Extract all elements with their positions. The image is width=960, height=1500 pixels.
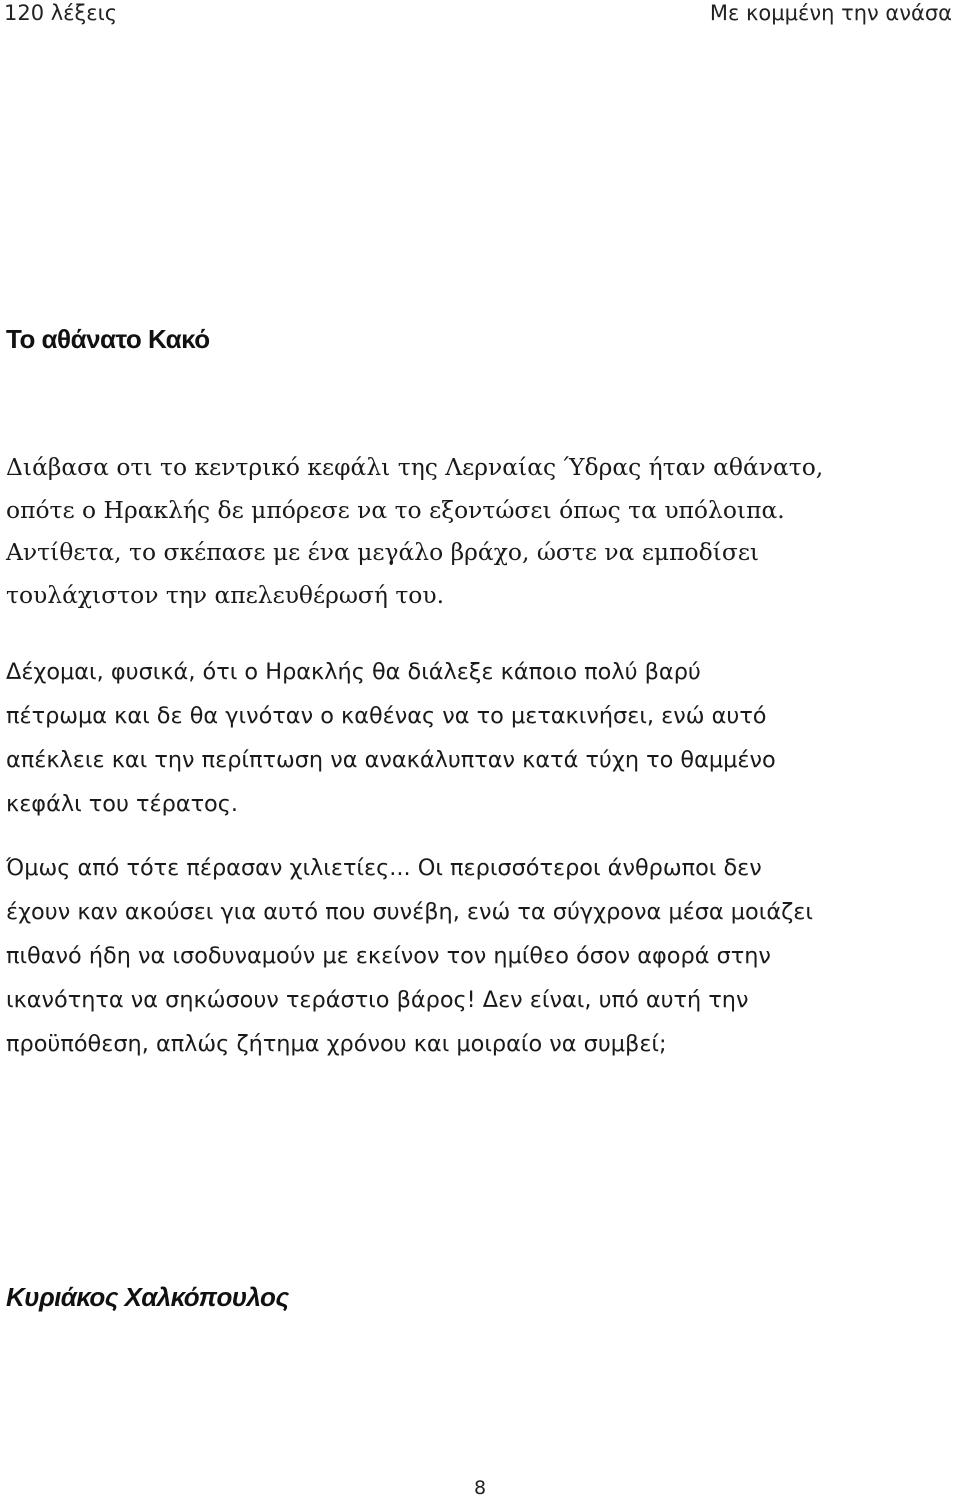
- paragraph-1: [6, 446, 956, 616]
- paragraph-line: ικανότητα να σηκώσουν τεράστιο βάρος! Δεν είναι, υπό αυτή την: [6, 987, 749, 1013]
- paragraph-line: οπότε ο Ηρακλής δε μπόρεσε να το εξοντώσει όπως τα υπόλοιπα.: [6, 495, 785, 524]
- paragraph-line: απέκλειε και την περίπτωση να ανακάλυπταν κατά τύχη το θαμμένο: [6, 747, 776, 773]
- paragraph-3: [6, 846, 956, 1066]
- paragraph-line: πέτρωμα και δε θα γινόταν ο καθένας να το μετακινήσει, ενώ αυτό: [6, 703, 767, 729]
- header-word-count: 120 λέξεις: [4, 1, 118, 25]
- story-title: Το αθάνατο Κακό: [6, 324, 210, 354]
- paragraph-line: Όμως από τότε πέρασαν χιλιετίες... Οι περισσότεροι άνθρωποι δεν: [6, 855, 762, 881]
- paragraph-2: [6, 650, 956, 826]
- page-number: 8: [473, 1477, 487, 1499]
- paragraph-line: πιθανό ήδη να ισοδυναμούν με εκείνον τον ημίθεο όσον αφορά στην: [6, 943, 771, 969]
- paragraph-line: τουλάχιστον την απελευθέρωσή του.: [6, 580, 445, 609]
- paragraph-line: κεφάλι του τέρατος.: [6, 791, 239, 817]
- header-collection-title: Με κομμένη την ανάσα: [709, 1, 952, 25]
- paragraph-line: Διάβασα οτι το κεντρικό κεφάλι της Λερναίας Ύδρας ήταν αθάνατο,: [6, 453, 824, 481]
- paragraph-line: έχουν καν ακούσει για αυτό που συνέβη, ενώ τα σύγχρονα μέσα μοιάζει: [6, 899, 813, 925]
- author-name: Κυριάκος Χαλκόπουλος: [6, 1282, 289, 1312]
- paragraph-line: Αντίθετα, το σκέπασε με ένα μεγάλο βράχο, ώστε να εμποδίσει: [6, 538, 760, 566]
- paragraph-line: προϋπόθεση, απλώς ζήτημα χρόνου και μοιραίο να συμβεί;: [6, 1031, 667, 1057]
- paragraph-line: Δέχομαι, φυσικά, ότι ο Ηρακλής θα διάλεξε κάποιο πολύ βαρύ: [6, 659, 701, 685]
